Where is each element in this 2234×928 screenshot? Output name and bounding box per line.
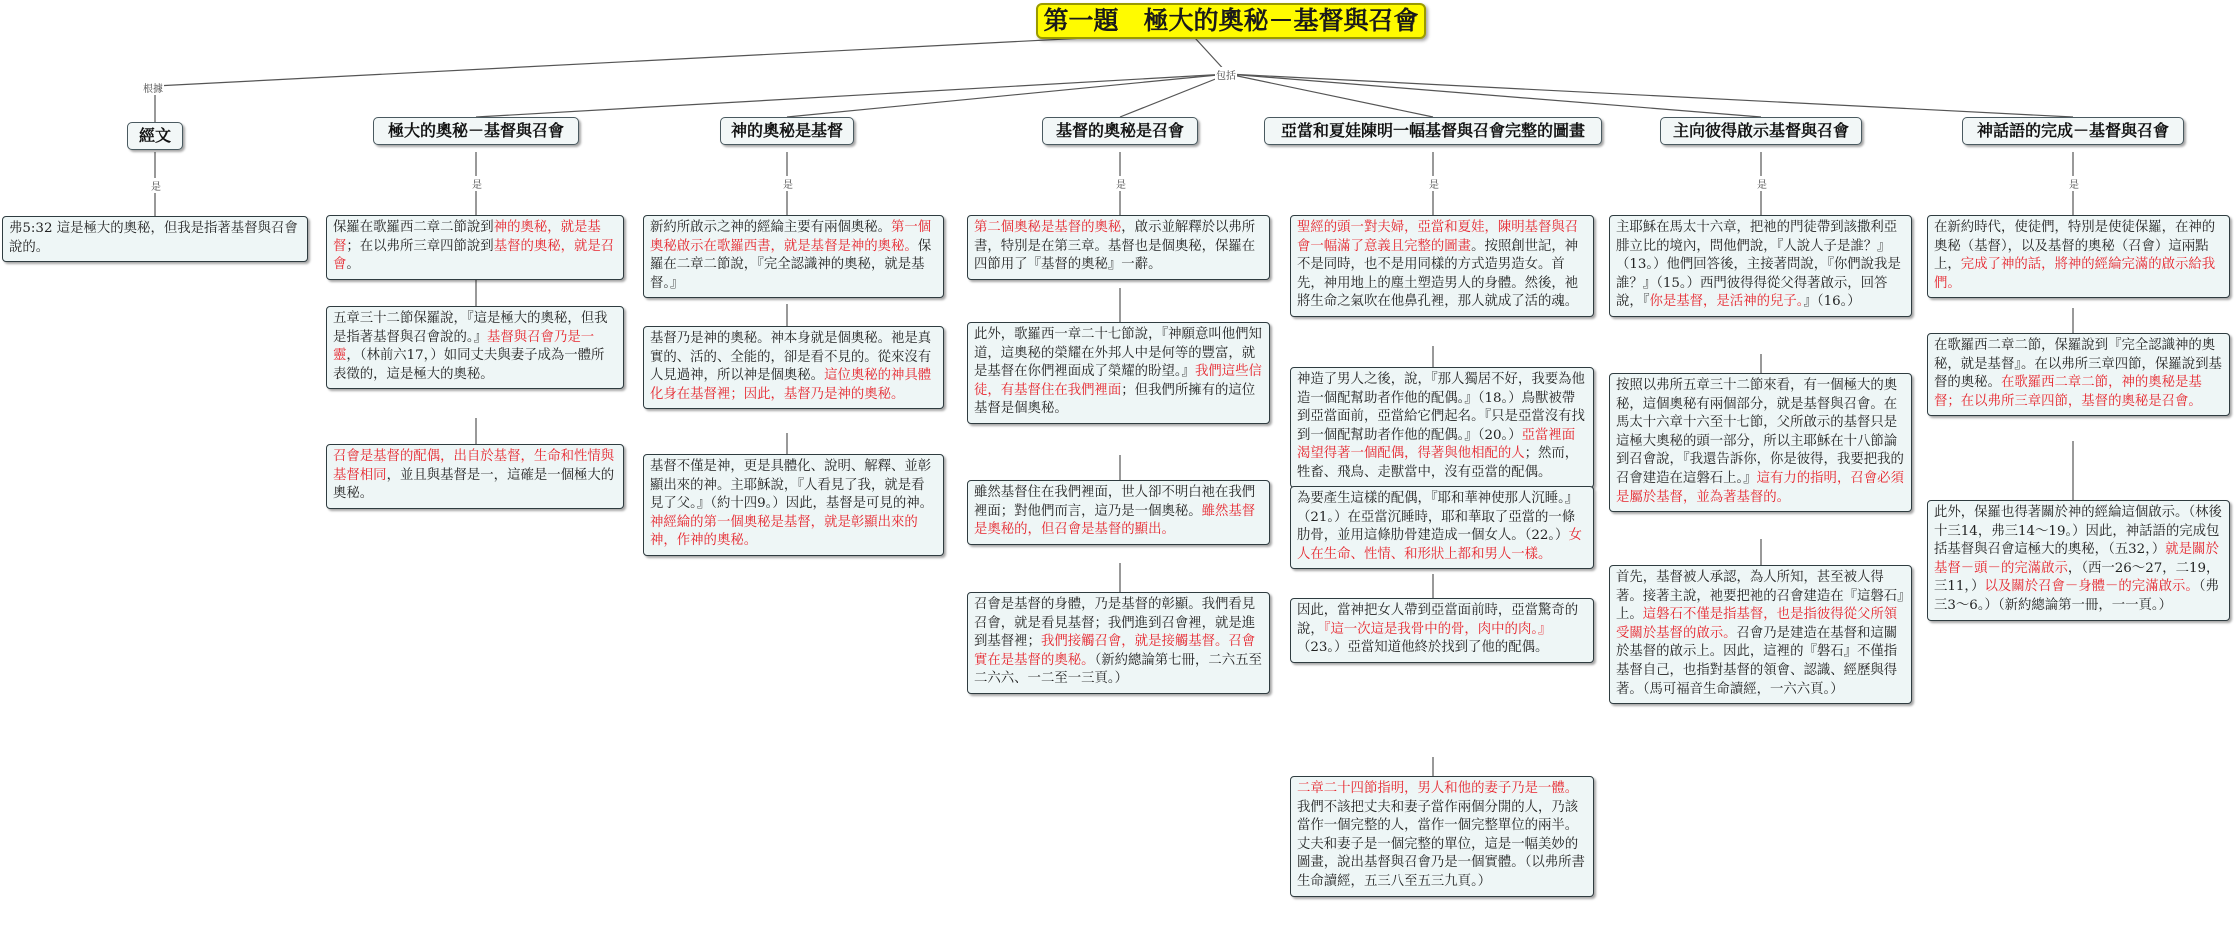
body-text: 。: [346, 257, 360, 273]
text-box: [1290, 486, 1594, 569]
text-box: [643, 326, 944, 409]
highlight-text: 聖經的頭一對夫婦，亞當和夏娃，陳明基督與召會一幅滿了意義且完整的圖畫: [1297, 220, 1579, 254]
body-text: 基督不僅是神，更是具體化、說明、解釋、並彰顯出來的神。主耶穌說，『人看見了我，就是看見了父。』（約十四9。）因此，基督是可見的神。: [650, 459, 934, 512]
label-is: 是: [150, 178, 162, 193]
text-box: [326, 306, 624, 389]
body-text: 因此，當神把女人帶到亞當面前時，亞當驚奇的說，: [1297, 603, 1579, 637]
highlight-text: 你是基督，是活神的兒子。: [1649, 294, 1804, 310]
text-box: [326, 215, 624, 280]
branch-adam-eve-picture: 亞當和夏娃陳明一幅基督與召會完整的圖畫: [1264, 117, 1602, 145]
text-box: [1290, 215, 1594, 317]
body-text: （弗三3～6。）（新約總論第一冊，一一頁。）: [1934, 579, 2219, 613]
highlight-text: 在歌羅西二章二節，神的奧秘是基督；在以弗所三章四節，基督的奧秘是召會。: [1934, 375, 2202, 409]
label-is: 是: [1115, 176, 1127, 191]
highlight-text: 亞當裡面渴望得著一個配偶，得著與他相配的人: [1297, 427, 1576, 462]
highlight-text: 神經綸的第一個奧秘是基督，就是彰顯出來的神，作神的奧秘。: [650, 514, 918, 549]
highlight-text: 神的奧秘，就是基督: [333, 220, 601, 254]
text-box: [967, 480, 1270, 545]
highlight-text: 『這一次這是我骨中的骨，肉中的肉。』: [1323, 621, 1552, 637]
label-is: 是: [1756, 176, 1768, 191]
root-topic: 第一題 極大的奧秘－基督與召會: [1036, 3, 1426, 39]
body-text: 在歌羅西二章二節，保羅說到『完全認識神的奧秘，就是基督』。在以弗所三章四節，保羅說到基督的奧秘。: [1934, 338, 2222, 391]
highlight-text: 第一個奧秘啟示在歌羅西書，就是基督是神的奧秘。: [650, 220, 932, 254]
body-text: 召會是基督的身體，乃是基督的彰顯。我們看見召會，就是看見基督；我們進到召會裡，就是進到基督裡；: [974, 597, 1256, 650]
text-box: [1609, 565, 1912, 704]
highlight-text: 基督的奧秘，就是召會: [333, 238, 615, 273]
highlight-text: 就是關於基督－頭－的完滿啟示: [1934, 542, 2219, 576]
highlight-text: 基督與召會乃是一靈: [333, 329, 595, 364]
body-text: （23。）亞當知道他終於找到了他的配偶。: [1297, 640, 1549, 656]
body-text: （新約總論第七冊，二六五至二六六、一二至一三頁。）: [974, 652, 1262, 687]
body-text: ，啟示並解釋於以弗所書，特別是在第三章。基督也是個奧秘，保羅在四節用了『基督的奧秘』一辭。: [974, 220, 1256, 273]
text-box: [1290, 776, 1594, 897]
label-is: 是: [2068, 176, 2080, 191]
body-text: 首先，基督被人承認，為人所知，甚至被人得著。接著主說，祂要把祂的召會建造在『這磐石』上。: [1616, 570, 1904, 623]
body-text: ，（西一26～27，二19，三11，）: [1934, 560, 2220, 595]
body-text: ；然而，牲畜、飛鳥、走獸當中，沒有亞當的配偶。: [1297, 446, 1579, 480]
text-box: [643, 215, 944, 298]
branch-scripture: 經文: [127, 122, 183, 150]
text-box: [1609, 215, 1912, 317]
highlight-text: 女人在生命、性情、和形狀上都和男人一樣。: [1297, 528, 1582, 562]
branch-completion-of-word: 神話語的完成－基督與召會: [1962, 117, 2184, 145]
highlight-text: 雖然基督是奧秘的，但召會是基督的顯出。: [974, 503, 1256, 538]
text-box: [1927, 500, 2230, 621]
branch-mystery-of-god: 神的奧秘是基督: [720, 117, 854, 145]
text-box: [1609, 373, 1912, 512]
body-text: 主耶穌在馬太十六章，把祂的門徒帶到該撒利亞腓立比的境內，問他們說，『人說人子是誰？』（13。）他們回答後，主接著問說，『你們說我是誰？』（15。）西門彼得得從父得著啟示，回答說，『: [1616, 220, 1901, 310]
body-text: 在新約時代，使徒們，特別是使徒保羅，在神的奧秘（基督），以及基督的奧秘（召會）這兩點上，: [1934, 220, 2216, 273]
text-box: [326, 444, 624, 509]
text-box: [1927, 333, 2230, 416]
highlight-text: 這磐石不僅是指基督，也是指彼得從父所領受關於基督的啟示。: [1616, 607, 1898, 641]
body-text: 五章三十二節保羅說，『這是極大的奧秘，但我是指著基督與召會說的。』: [333, 311, 608, 345]
body-text: ，（林前六17，）如同丈夫與妻子成為一體所表徵的，這是極大的奧秘。: [333, 348, 605, 382]
text-box: [643, 454, 944, 556]
body-text: 新約所啟示之神的經綸主要有兩個奧秘。: [650, 220, 892, 235]
body-text: 召會乃是建造在基督和這關於基督的啟示上。因此，這裡的『磐石』不僅指基督自己，也指對基督的領會、認識、經歷與得著。（馬可福音生命讀經，一六六頁。）: [1616, 625, 1898, 697]
highlight-text: 第二個奧秘是基督的奧秘: [974, 220, 1122, 235]
text-box: [967, 215, 1270, 280]
label-is: 是: [471, 176, 483, 191]
branch-great-mystery: 極大的奧秘－基督與召會: [373, 117, 579, 145]
text-box: [967, 322, 1270, 424]
body-text: 此外，歌羅西一章二十七節說，『神願意叫他們知道，這奧秘的榮耀在外邦人中是何等的豐富，就是基督在你們裡面成了榮耀的盼望。』: [974, 327, 1262, 380]
body-text: ；在以弗所三章四節說到: [346, 238, 494, 254]
branch-mystery-of-christ: 基督的奧秘是召會: [1042, 117, 1198, 145]
body-text: 神造了男人之後，說，『那人獨居不好，我要為他造一個配幫助者作他的配偶。』（18。）鳥獸被帶到亞當面前，亞當給它們起名。『只是亞當沒有找到一個配幫助者作他的配偶。』（20。）: [1297, 372, 1585, 443]
body-text: ，並且與基督是一，這確是一個極大的奧秘。: [333, 467, 615, 502]
body-text: 。按照創世記，神不是同時，也不是用同樣的方式造男造女。首先，神用地上的塵土塑造男人的身體。然後，祂將生命之氣吹在他鼻孔裡，那人就成了活的魂。: [1297, 238, 1579, 310]
highlight-text: 這位奧秘的神具體化身在基督裡；因此，基督乃是神的奧秘。: [650, 368, 932, 402]
label-is: 是: [1428, 176, 1440, 191]
highlight-text: 這有力的指明，召會必須是屬於基督，並為著基督的。: [1616, 470, 1904, 505]
text-box: [1290, 367, 1594, 488]
body-text: 基督乃是神的奧秘。神本身就是個奧秘。祂是真實的、活的、全能的，卻是看不見的。從來沒有人見過神，所以神是個奧秘。: [650, 331, 932, 384]
body-text: 』（16。）: [1803, 294, 1861, 310]
text-box: [2, 216, 308, 262]
body-text: 雖然基督住在我們裡面，世人卻不明白祂在我們裡面；對他們而言，這乃是一個奧秘。: [974, 485, 1256, 519]
highlight-text: 以及關於召會－身體－的完滿啟示。: [1984, 579, 2199, 595]
body-text: 弗5:32 這是極大的奧秘，但我是指著基督與召會說的。: [9, 221, 298, 255]
body-text: 按照以弗所五章三十二節來看，有一個極大的奧秘，這個奧秘有兩個部分，就是基督與召會。在馬太十六章十六至十七節，父所啟示的基督只是這極大奧秘的頭一部分，所以主耶穌在十八節論到召會說，『我還告訴你，你是彼得，我要把我的召會建造在這磐石上。』: [1616, 378, 1904, 486]
highlight-text: 完成了神的話，將神的經綸完滿的啟示給我們。: [1934, 257, 2216, 291]
body-text: 此外，保羅也得著關於神的經綸這個啟示。（林後十三14，弗三14～19。）因此，神話語的完成包括基督與召會這極大的奧秘，（五32，）: [1934, 505, 2222, 558]
body-text: 為要產生這樣的配偶，『耶和華神使那人沉睡。』（21。）在亞當沉睡時，耶和華取了亞當的一條肋骨，並用這條肋骨建造成一個女人。（22。）: [1297, 491, 1579, 544]
body-text: 保羅在二章二節說，『完全認識神的奧秘，就是基督。』: [650, 238, 932, 291]
body-text: 我們不該把丈夫和妻子當作兩個分開的人，乃該當作一個完整的人，當作一個完整單位的兩半。丈夫和妻子是一個完整的單位，這是一幅美妙的圖畫，說出基督與召會乃是一個實體。（以弗所書生命讀經，五三八至五三九頁。）: [1297, 799, 1585, 889]
label-includes: 包括: [1215, 67, 1237, 82]
text-box: [967, 592, 1270, 694]
label-basis: 根據: [142, 80, 164, 95]
text-box: [1290, 598, 1594, 663]
text-box: [1927, 215, 2230, 298]
highlight-text: 我們接觸召會，就是接觸基督。召會實在是基督的奧秘。: [974, 634, 1256, 668]
label-is: 是: [782, 176, 794, 191]
highlight-text: 召會是基督的配偶，出自於基督，生命和性情與基督相同: [333, 449, 615, 483]
body-text: ；但我們所擁有的這位基督是個奧秘。: [974, 382, 1256, 417]
branch-revelation-to-peter: 主向彼得啟示基督與召會: [1660, 117, 1862, 145]
highlight-text: 我們這些信徒，有基督住在我們裡面: [974, 364, 1262, 398]
body-text: 保羅在歌羅西二章二節說到: [333, 220, 494, 235]
highlight-text: 二章二十四節指明，男人和他的妻子乃是一體。: [1297, 781, 1579, 796]
